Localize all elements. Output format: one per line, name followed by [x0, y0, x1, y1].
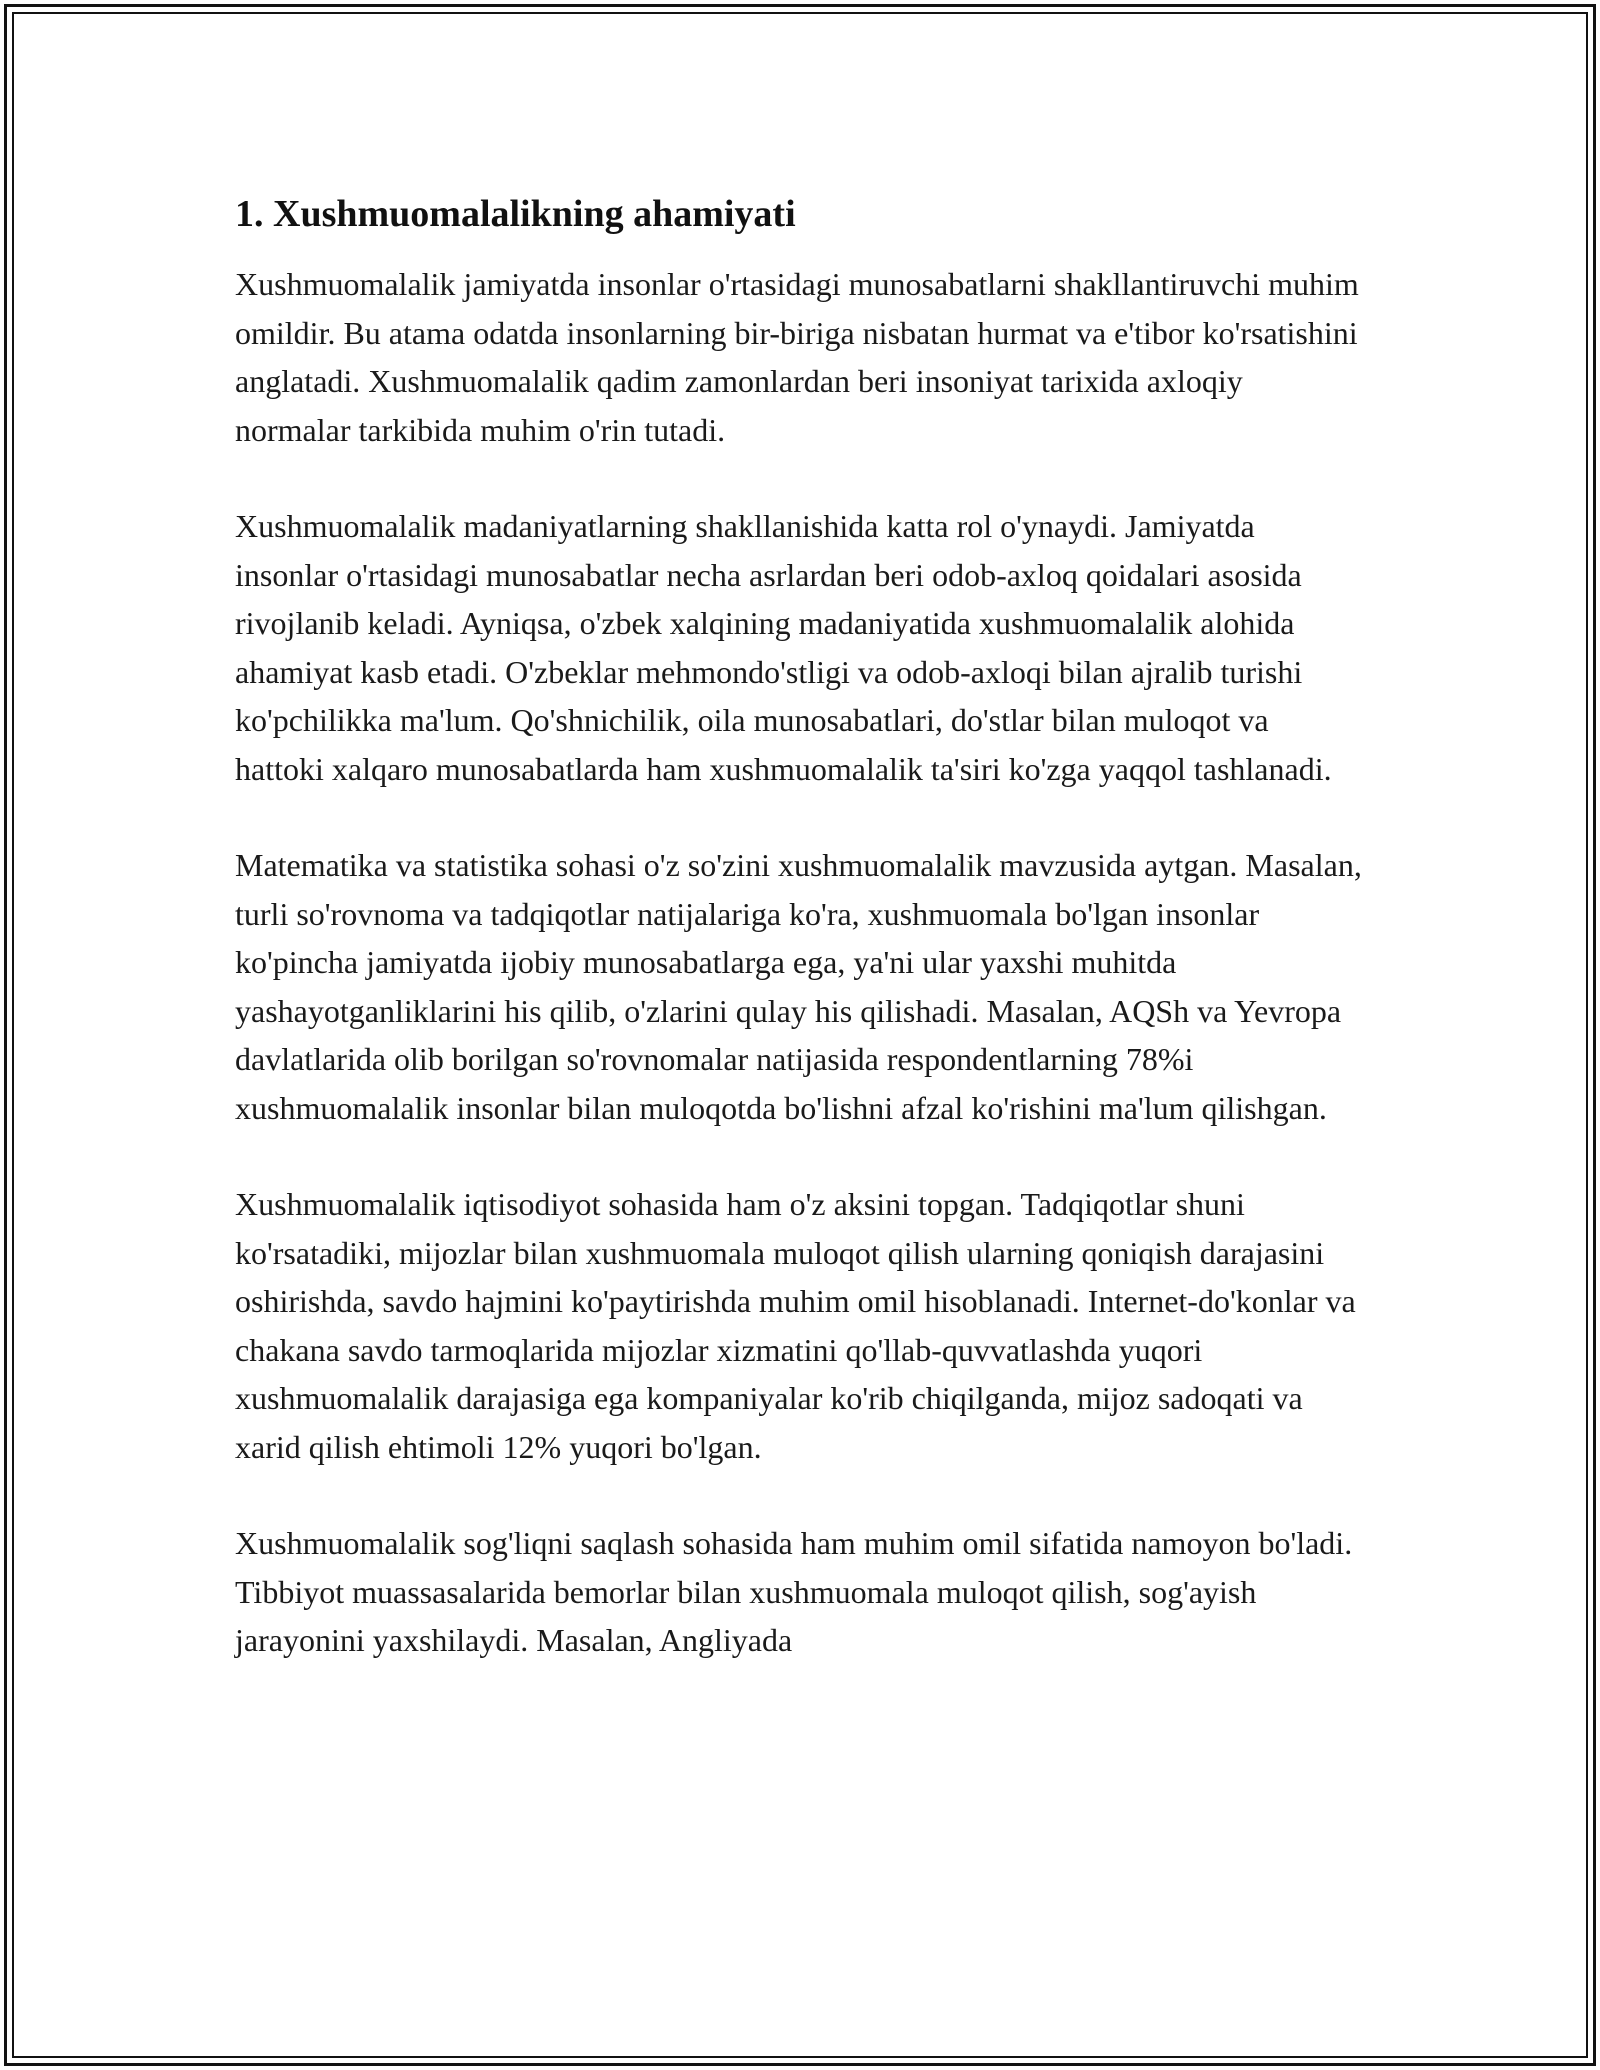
paragraph-5: Xushmuomalalik sog'liqni saqlash sohasida ham muhim omil sifatida namoyon bo'ladi. Tibbiyot muassasalarida bemorlar bilan xushmuomala muloqot qilish, sog'ayish jarayonini yaxshilaydi. Masalan, Angliyada: [235, 1525, 1353, 1658]
document-body: [235, 190, 1365, 1713]
section-heading: 1. Xushmuomalalikning ahamiyati: [235, 193, 796, 235]
paragraph-1: Xushmuomalalik jamiyatda insonlar o'rtasidagi munosabatlarni shakllantiruvchi muhim omildir. Bu atama odatda insonlarning bir-biriga nisbatan hurmat va e'tibor ko'rsatishini anglatadi. Xushmuomalalik qadim zamonlardan beri insoniyat tarixida axloqiy normalar tarkibida muhim o'rin tutadi.: [235, 266, 1359, 448]
paragraph-3: Matematika va statistika sohasi o'z so'zini xushmuomalalik mavzusida aytgan. Masalan, turli so'rovnoma va tadqiqotlar natijalariga ko'ra, xushmuomala bo'lgan insonlar ko'pincha jamiyatda ijobiy munosabatlarga ega, ya'ni ular yaxshi muhitda yashayotganliklarini his qilib, o'zlarini qulay his qilishadi. Masalan, AQSh va Yevropa davlatlarida olib borilgan so'rovnomalar natijasida respondentlarning 78%i xushmuomalalik insonlar bilan muloqotda bo'lishni afzal ko'rishini ma'lum qilishgan.: [235, 847, 1362, 1126]
paragraph-2: Xushmuomalalik madaniyatlarning shakllanishida katta rol o'ynaydi. Jamiyatda insonlar o'rtasidagi munosabatlar necha asrlardan beri odob-axloq qoidalari asosida rivojlanib keladi. Ayniqsa, o'zbek xalqining madaniyatida xushmuomalalik alohida ahamiyat kasb etadi. O'zbeklar mehmondo'stligi va odob-axloqi bilan ajralib turishi ko'pchilikka ma'lum. Qo'shnichilik, oila munosabatlari, do'stlar bilan muloqot va hattoki xalqaro munosabatlarda ham xushmuomalalik ta'siri ko'zga yaqqol tashlanadi.: [235, 508, 1332, 787]
paragraph-4: Xushmuomalalik iqtisodiyot sohasida ham o'z aksini topgan. Tadqiqotlar shuni ko'rsatadiki, mijozlar bilan xushmuomala muloqot qilish ularning qoniqish darajasini oshirishda, savdo hajmini ko'paytirishda muhim omil hisoblanadi. Internet-do'konlar va chakana savdo tarmoqlarida mijozlar xizmatini qo'llab-quvvatlashda yuqori xushmuomalalik darajasiga ega kompaniyalar ko'rib chiqilganda, mijoz sadoqati va xarid qilish ehtimoli 12% yuqori bo'lgan.: [235, 1186, 1356, 1465]
